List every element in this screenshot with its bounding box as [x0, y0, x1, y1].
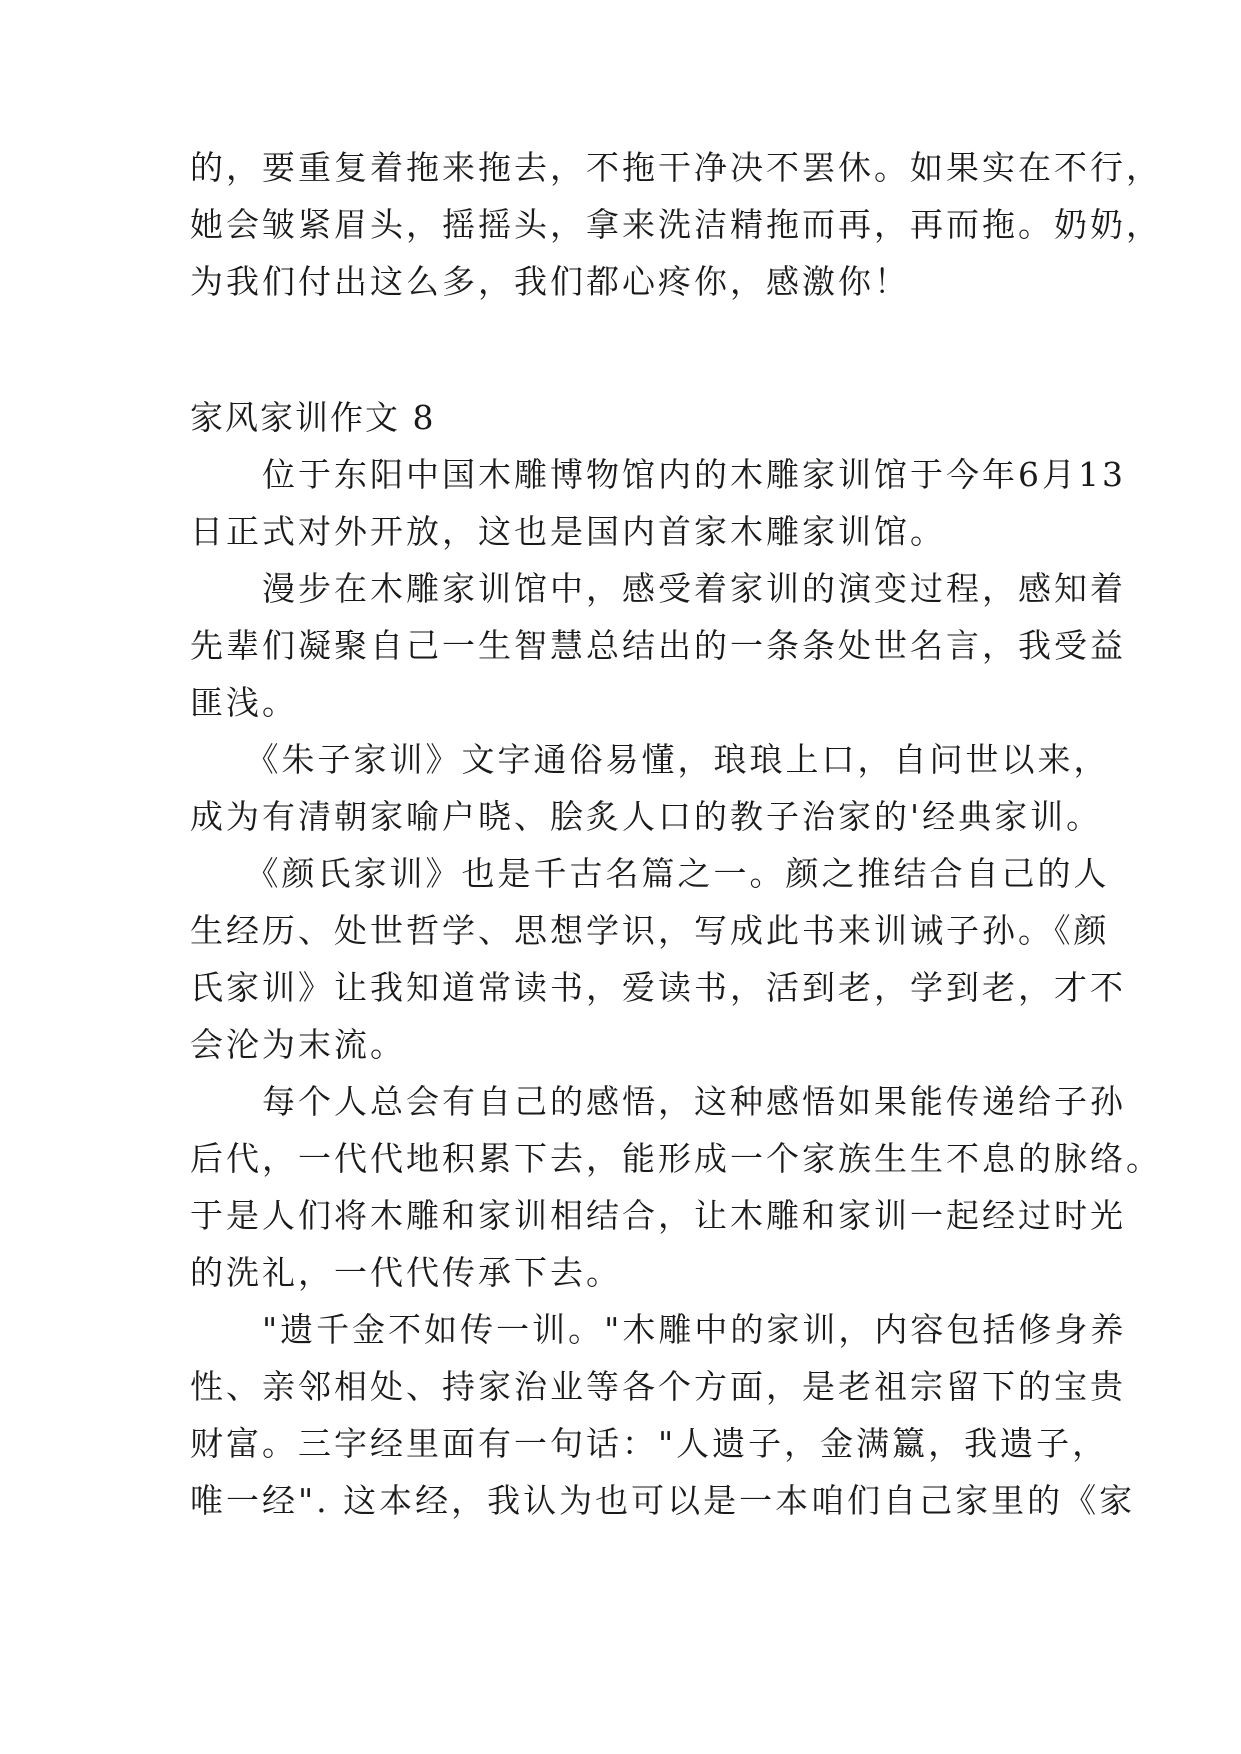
paragraph-line: "遗千金不如传一训。"木雕中的家训，内容包括修身养 [190, 1310, 1127, 1349]
intro-line: 她会皱紧眉头，摇摇头，拿来洗洁精拖而再，再而拖。奶奶， [190, 205, 1162, 244]
paragraph-line: 后代，一代代地积累下去，能形成一个家族生生不息的脉络。 [190, 1139, 1162, 1178]
paragraph-line: 性、亲邻相处、持家治业等各个方面，是老祖宗留下的宝贵 [190, 1367, 1126, 1406]
paragraph-line: 氏家训》让我知道常读书，爱读书，活到老，学到老，才不 [190, 968, 1126, 1007]
intro-line: 的，要重复着拖来拖去，不拖干净决不罢休。如果实在不行， [190, 148, 1162, 187]
intro-line: 为我们付出这么多，我们都心疼你，感激你！ [190, 262, 910, 301]
paragraph-line: 漫步在木雕家训馆中，感受着家训的演变过程，感知着 [190, 569, 1126, 608]
paragraph-line: 《颜氏家训》也是千古名篇之一。颜之推结合自己的人 [190, 854, 1110, 893]
paragraph-line: 财富。三字经里面有一句话："人遗子，金满籝，我遗子， [190, 1424, 1109, 1463]
paragraph-line: 唯一经". 这本经，我认为也可以是一本咱们自己家里的《家 [190, 1481, 1136, 1520]
paragraph-line: 位于东阳中国木雕博物馆内的木雕家训馆于今年6月13 [190, 455, 1126, 494]
paragraph-line: 先辈们凝聚自己一生智慧总结出的一条条处世名言，我受益 [190, 626, 1126, 665]
section-title: 家风家训作文 8 [190, 398, 436, 437]
paragraph-line: 于是人们将木雕和家训相结合，让木雕和家训一起经过时光 [190, 1196, 1126, 1235]
paragraph-line: 生经历、处世哲学、思想学识，写成此书来训诫子孙。《颜 [190, 911, 1110, 950]
paragraph-line: 匪浅。 [190, 683, 298, 722]
paragraph-line: 日正式对外开放，这也是国内首家木雕家训馆。 [190, 512, 946, 551]
paragraph-line: 会沦为末流。 [190, 1025, 406, 1064]
paragraph-line: 的洗礼，一代代传承下去。 [190, 1253, 622, 1292]
paragraph-line: 《朱子家训》文字通俗易懂，琅琅上口，自问世以来， [190, 740, 1110, 779]
paragraph-line: 成为有清朝家喻户晓、脍炙人口的教子治家的'经典家训。 [190, 797, 1103, 836]
paragraph-line: 每个人总会有自己的感悟，这种感悟如果能传递给子孙 [190, 1082, 1126, 1121]
